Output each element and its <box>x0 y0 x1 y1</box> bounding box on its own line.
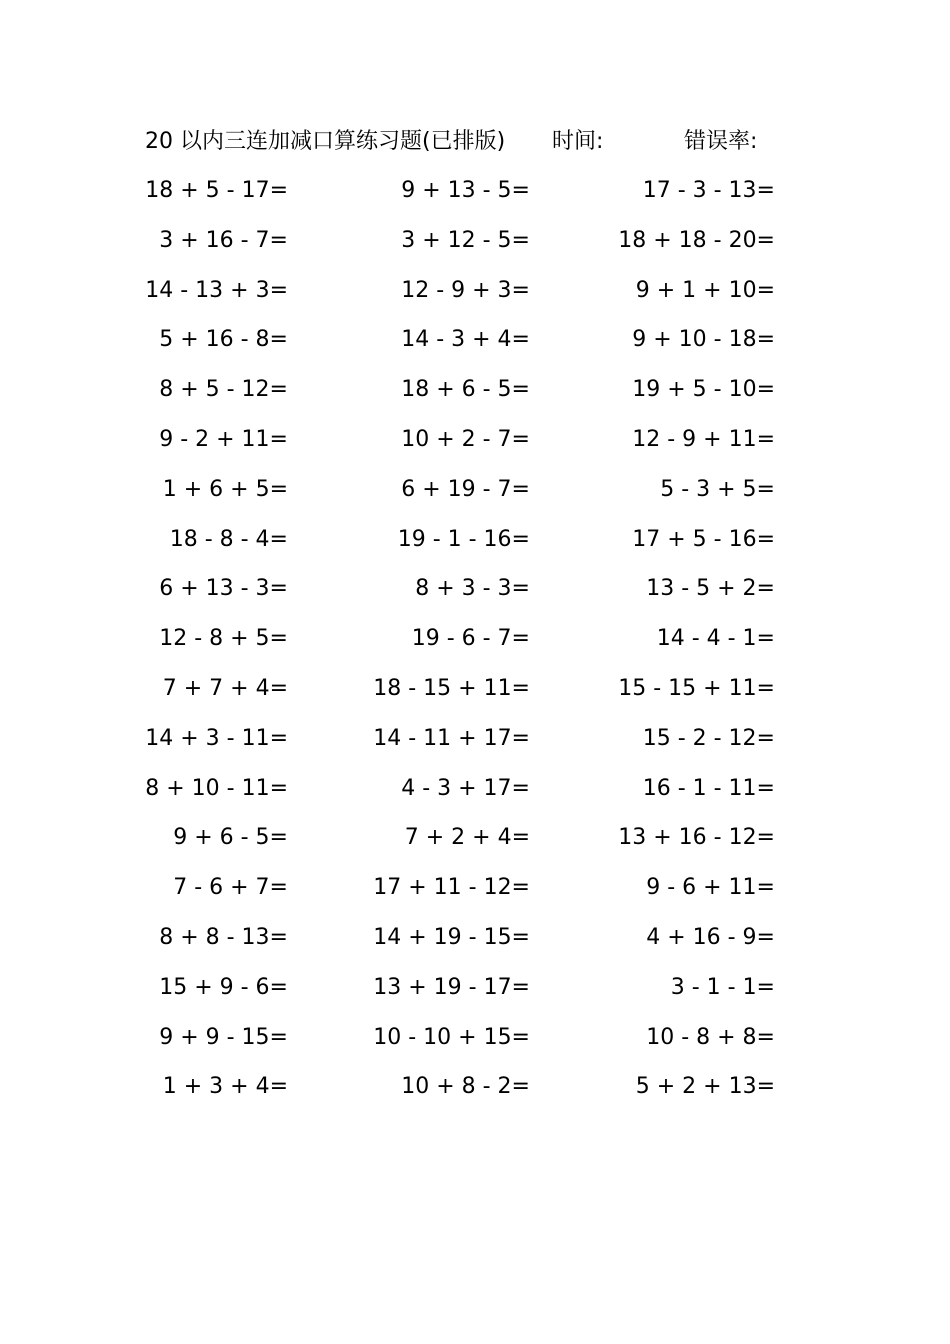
problem-cell: 3 - 1 - 1= <box>670 974 775 1000</box>
problem-row <box>0 870 950 920</box>
problem-cell: 15 - 15 + 11= <box>618 675 775 701</box>
problem-row <box>0 173 950 223</box>
problem-cell: 12 - 9 + 3= <box>401 277 530 303</box>
problem-cell: 7 + 2 + 4= <box>404 825 530 851</box>
problem-cell: 5 - 3 + 5= <box>660 476 775 502</box>
problem-cell: 10 + 2 - 7= <box>401 426 530 452</box>
problem-cell: 6 + 19 - 7= <box>401 476 530 502</box>
problem-cell: 18 + 18 - 20= <box>618 227 775 253</box>
problem-cell: 19 + 5 - 10= <box>632 377 775 403</box>
problem-cell: 5 + 16 - 8= <box>159 327 288 353</box>
problem-row <box>0 372 950 422</box>
worksheet-header <box>0 124 950 160</box>
problem-cell: 7 - 6 + 7= <box>173 875 288 901</box>
problem-cell: 13 - 5 + 2= <box>646 576 775 602</box>
problem-row <box>0 322 950 372</box>
problem-cell: 3 + 16 - 7= <box>159 227 288 253</box>
problem-cell: 15 - 2 - 12= <box>642 725 775 751</box>
problem-cell: 8 + 3 - 3= <box>415 576 530 602</box>
problem-cell: 9 - 2 + 11= <box>159 426 288 452</box>
error-rate-label: 错误率: <box>684 129 758 154</box>
problem-cell: 14 + 3 - 11= <box>145 725 288 751</box>
problem-cell: 15 + 9 - 6= <box>159 974 288 1000</box>
problem-row <box>0 1069 950 1119</box>
problem-cell: 17 - 3 - 13= <box>642 178 775 203</box>
problem-row <box>0 273 950 323</box>
problem-cell: 17 + 5 - 16= <box>632 526 775 552</box>
problem-cell: 10 - 10 + 15= <box>373 1024 530 1050</box>
problem-cell: 5 + 2 + 13= <box>635 1074 775 1100</box>
problem-cell: 1 + 3 + 4= <box>162 1074 288 1100</box>
problem-cell: 14 - 3 + 4= <box>401 327 530 353</box>
problem-cell: 9 + 6 - 5= <box>173 825 288 851</box>
problem-cell: 10 - 8 + 8= <box>646 1024 775 1050</box>
problem-cell: 9 + 10 - 18= <box>632 327 775 353</box>
problem-cell: 18 + 5 - 17= <box>145 178 288 203</box>
problem-cell: 8 + 8 - 13= <box>159 924 288 950</box>
problem-cell: 4 + 16 - 9= <box>646 924 775 950</box>
problem-cell: 13 + 16 - 12= <box>618 825 775 851</box>
time-label: 时间: <box>552 129 604 154</box>
problem-row <box>0 621 950 671</box>
problem-cell: 9 + 1 + 10= <box>635 277 775 303</box>
problem-cell: 18 - 8 - 4= <box>169 526 288 552</box>
problem-cell: 7 + 7 + 4= <box>162 675 288 701</box>
problem-cell: 18 + 6 - 5= <box>401 377 530 403</box>
problem-row <box>0 522 950 572</box>
problem-cell: 19 - 1 - 16= <box>397 526 530 552</box>
problem-cell: 12 - 9 + 11= <box>632 426 775 452</box>
problem-cell: 1 + 6 + 5= <box>162 476 288 502</box>
worksheet-title: 20 以内三连加减口算练习题(已排版) <box>145 129 506 154</box>
problem-row <box>0 472 950 522</box>
problem-row <box>0 422 950 472</box>
problem-cell: 8 + 10 - 11= <box>145 775 288 801</box>
problem-cell: 18 - 15 + 11= <box>373 675 530 701</box>
problem-cell: 19 - 6 - 7= <box>411 626 530 652</box>
problem-row <box>0 771 950 821</box>
problem-grid <box>0 173 950 1119</box>
problem-row <box>0 920 950 970</box>
problem-row <box>0 970 950 1020</box>
problem-cell: 16 - 1 - 11= <box>642 775 775 801</box>
problem-cell: 13 + 19 - 17= <box>373 974 530 1000</box>
problem-row <box>0 671 950 721</box>
problem-cell: 6 + 13 - 3= <box>159 576 288 602</box>
problem-cell: 4 - 3 + 17= <box>401 775 530 801</box>
problem-cell: 12 - 8 + 5= <box>159 626 288 652</box>
problem-cell: 14 - 4 - 1= <box>656 626 775 652</box>
problem-cell: 14 - 11 + 17= <box>373 725 530 751</box>
problem-cell: 14 + 19 - 15= <box>373 924 530 950</box>
problem-row <box>0 571 950 621</box>
problem-cell: 10 + 8 - 2= <box>401 1074 530 1100</box>
problem-cell: 14 - 13 + 3= <box>145 277 288 303</box>
problem-cell: 9 + 13 - 5= <box>401 178 530 203</box>
problem-cell: 8 + 5 - 12= <box>159 377 288 403</box>
problem-cell: 9 - 6 + 11= <box>646 875 775 901</box>
problem-row <box>0 1020 950 1070</box>
problem-row <box>0 820 950 870</box>
problem-row <box>0 721 950 771</box>
problem-cell: 3 + 12 - 5= <box>401 227 530 253</box>
problem-cell: 17 + 11 - 12= <box>373 875 530 901</box>
problem-row <box>0 223 950 273</box>
problem-cell: 9 + 9 - 15= <box>159 1024 288 1050</box>
